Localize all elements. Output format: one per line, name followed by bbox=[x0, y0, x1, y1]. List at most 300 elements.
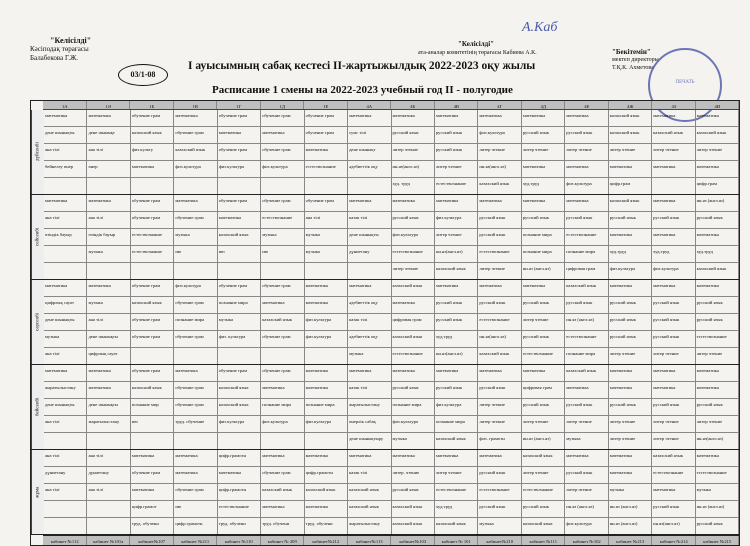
lesson-cell: русский язык bbox=[522, 501, 565, 517]
lesson-cell: казахский язык bbox=[696, 127, 739, 143]
lesson-row bbox=[44, 212, 739, 229]
lesson-cell: әдебиеттік оқу bbox=[348, 297, 391, 313]
class-header: 1Г bbox=[217, 101, 261, 109]
lesson-cell: математика bbox=[522, 161, 565, 177]
lesson-cell: литер чтение bbox=[609, 416, 652, 432]
lesson-cell: физ.культура bbox=[174, 161, 217, 177]
lesson-cell: казахский язык bbox=[609, 110, 652, 126]
lesson-cell: обучение грам bbox=[174, 484, 217, 500]
lesson-cell: худ.труд bbox=[696, 246, 739, 262]
lesson-cell: литер чтение bbox=[696, 348, 739, 364]
lesson-cell: казахский язык bbox=[218, 229, 261, 245]
lesson-cell: казахский язык bbox=[218, 382, 261, 398]
lesson-cell: математика bbox=[609, 382, 652, 398]
cabinet-label: кабинет№210 bbox=[478, 536, 522, 545]
lesson-cell: физ.культура bbox=[261, 416, 304, 432]
lesson-cell: естествознание bbox=[522, 348, 565, 364]
lesson-cell: обучение грам bbox=[261, 280, 304, 296]
cabinet-label: кабинет №102 bbox=[565, 536, 609, 545]
lesson-cell: цифр.грамотн bbox=[174, 518, 217, 534]
lesson-cell: естествознание bbox=[218, 501, 261, 517]
union-chair-label: Кәсіподақ төрағасы bbox=[30, 45, 89, 53]
lesson-cell: ана тілі bbox=[305, 212, 348, 228]
lesson-cell: математика bbox=[435, 110, 478, 126]
lesson-cell: русский язык bbox=[478, 501, 521, 517]
signature-icon: А.Каб bbox=[522, 20, 558, 35]
lesson-cell: русский язык bbox=[392, 484, 435, 500]
lesson-cell: познание мира bbox=[565, 348, 608, 364]
lesson-cell: естествознание bbox=[565, 331, 608, 347]
lesson-cell: музыка bbox=[218, 314, 261, 330]
lesson-cell: ана тілі bbox=[44, 144, 87, 160]
lesson-cell: русский язык bbox=[609, 399, 652, 415]
cabinet-label: кабинет № 209 bbox=[261, 536, 305, 545]
lesson-cell: литер. чтение bbox=[392, 467, 435, 483]
lesson-cell: математика bbox=[305, 297, 348, 313]
lesson-cell: цифр.грам bbox=[609, 178, 652, 194]
lesson-cell: музыка bbox=[696, 484, 739, 500]
lesson-cell: математика bbox=[522, 110, 565, 126]
union-chair-name: Балабекова Г.Ж. bbox=[30, 54, 79, 62]
lesson-cell: музыка bbox=[87, 246, 130, 262]
class-header: 1В bbox=[174, 101, 218, 109]
lesson-cell: естествознание bbox=[131, 229, 174, 245]
lesson-cell: литер чтение bbox=[652, 433, 695, 449]
lesson-cell: казахский язык bbox=[305, 484, 348, 500]
lesson-cell: дене шынықты bbox=[44, 127, 87, 143]
lesson-cell bbox=[218, 178, 261, 194]
lesson-cell: ана тілі bbox=[44, 212, 87, 228]
lesson-cell: математика bbox=[392, 365, 435, 381]
lesson-cell: естествознание bbox=[478, 314, 521, 330]
lesson-cell: ана тілі bbox=[44, 450, 87, 466]
lesson-cell: музыка bbox=[305, 246, 348, 262]
lesson-cell: ин.яз(англ.яз) bbox=[392, 161, 435, 177]
lesson-cell: музыка bbox=[478, 518, 521, 534]
lesson-cell: дене шынықты bbox=[87, 331, 130, 347]
lesson-rows bbox=[44, 195, 739, 279]
lesson-cell: математика bbox=[696, 161, 739, 177]
lesson-cell: математика bbox=[652, 365, 695, 381]
lesson-cell: русский язык bbox=[565, 399, 608, 415]
document-number: 03/1-08 bbox=[118, 64, 168, 86]
lesson-cell: математика bbox=[218, 467, 261, 483]
cabinet-label: кабинет №214 bbox=[652, 536, 696, 545]
lesson-cell: литер чтение bbox=[652, 416, 695, 432]
lesson-cell: дене шынықты bbox=[87, 399, 130, 415]
lesson-cell: литер чтение bbox=[478, 144, 521, 160]
lesson-cell: музыка bbox=[87, 297, 130, 313]
lesson-cell: худ.труд bbox=[522, 178, 565, 194]
cabinet-label: кабинет №213 bbox=[609, 536, 653, 545]
lesson-cell: русский язык bbox=[696, 399, 739, 415]
lesson-row bbox=[44, 280, 739, 297]
lesson-cell: худ. труд bbox=[392, 178, 435, 194]
lesson-cell bbox=[218, 433, 261, 449]
schedule-body bbox=[31, 110, 739, 535]
lesson-cell: русский язык bbox=[565, 212, 608, 228]
lesson-row bbox=[44, 365, 739, 382]
lesson-row bbox=[44, 127, 739, 144]
lesson-cell: казахский язык bbox=[565, 365, 608, 381]
lesson-cell: познание мир bbox=[131, 399, 174, 415]
lesson-cell: естествознание bbox=[696, 331, 739, 347]
lesson-cell: русский язык bbox=[652, 331, 695, 347]
lesson-cell: казахский язык bbox=[392, 518, 435, 534]
lesson-cell: физ.культура bbox=[435, 212, 478, 228]
lesson-cell: музыка bbox=[261, 229, 304, 245]
lesson-cell: математика bbox=[348, 280, 391, 296]
lesson-cell: казахский язык bbox=[392, 501, 435, 517]
lesson-cell: математика bbox=[174, 365, 217, 381]
lesson-cell: казахский язык bbox=[522, 518, 565, 534]
lesson-cell: ию bbox=[131, 416, 174, 432]
lesson-cell: физ. грамотн bbox=[478, 433, 521, 449]
lesson-cell: обучение грам bbox=[131, 314, 174, 330]
lesson-cell: математика bbox=[392, 450, 435, 466]
lesson-cell: познание мира bbox=[522, 229, 565, 245]
lesson-cell: обучение грам bbox=[131, 110, 174, 126]
lesson-cell: математика bbox=[478, 110, 521, 126]
lesson-cell: естествознание bbox=[261, 212, 304, 228]
lesson-cell: русский язык bbox=[478, 297, 521, 313]
lesson-cell: математика bbox=[696, 450, 739, 466]
lesson-cell: обучение грам bbox=[261, 365, 304, 381]
lesson-cell: музыка bbox=[305, 229, 348, 245]
lesson-cell: обучение грам bbox=[131, 365, 174, 381]
lesson-cell: физ.культура bbox=[392, 229, 435, 245]
lesson-cell: математика bbox=[435, 195, 478, 211]
lesson-cell: ин.яз (англ.яз) bbox=[565, 314, 608, 330]
lesson-cell: математика bbox=[478, 450, 521, 466]
lesson-cell: обучение грам bbox=[261, 195, 304, 211]
lesson-cell: математика bbox=[696, 280, 739, 296]
cabinet-label: кабинет №111 bbox=[522, 536, 566, 545]
lesson-cell: русский язык bbox=[392, 382, 435, 398]
lesson-cell: казахский язык bbox=[131, 127, 174, 143]
cabinet-label: кабинет№212 bbox=[304, 536, 348, 545]
lesson-cell: русский язык bbox=[696, 518, 739, 534]
class-header: 4И bbox=[696, 101, 740, 109]
lesson-cell bbox=[44, 518, 87, 534]
lesson-cell: русский язык bbox=[652, 314, 695, 330]
day-block bbox=[31, 280, 739, 365]
lesson-cell: математика bbox=[131, 484, 174, 500]
lesson-cell: математика bbox=[609, 161, 652, 177]
lesson-cell: математика bbox=[652, 161, 695, 177]
header-middle bbox=[418, 40, 618, 58]
lesson-cell: русский язык bbox=[609, 314, 652, 330]
lesson-cell: казак тілі bbox=[348, 212, 391, 228]
lesson-cell: казахский язык bbox=[218, 399, 261, 415]
lesson-cell: ин.яз (англ.яз) bbox=[609, 501, 652, 517]
lesson-row bbox=[44, 382, 739, 399]
lesson-cell: математика bbox=[652, 484, 695, 500]
lesson-cell: казахский язык bbox=[435, 263, 478, 279]
lesson-cell: казахский язык bbox=[435, 433, 478, 449]
lesson-rows bbox=[44, 365, 739, 449]
lesson-cell: әдебиеттік оқу bbox=[348, 161, 391, 177]
lesson-cell: математика bbox=[392, 297, 435, 313]
lesson-cell: өзіндік бауыр bbox=[87, 229, 130, 245]
lesson-row bbox=[44, 110, 739, 127]
lesson-row bbox=[44, 501, 739, 518]
lesson-cell: музыка bbox=[565, 433, 608, 449]
lesson-cell: русский язык bbox=[478, 229, 521, 245]
lesson-cell: математика bbox=[174, 110, 217, 126]
title-kz: І ауысымның сабақ кестесі ІІ-жартыжылдық 2022-2023 оқу жылы bbox=[188, 60, 536, 72]
lesson-cell bbox=[261, 433, 304, 449]
lesson-cell: математика bbox=[609, 450, 652, 466]
lesson-cell: физ.культура bbox=[565, 178, 608, 194]
lesson-cell: ин.яз (англ.яз) bbox=[696, 501, 739, 517]
lesson-cell: казахский язык bbox=[478, 178, 521, 194]
lesson-cell: русский язык bbox=[478, 212, 521, 228]
lesson-cell: дене шынықты bbox=[348, 229, 391, 245]
lesson-cell bbox=[44, 501, 87, 517]
schedule-table bbox=[30, 100, 740, 546]
lesson-rows bbox=[44, 280, 739, 364]
lesson-cell: естествознание bbox=[392, 348, 435, 364]
lesson-cell bbox=[131, 263, 174, 279]
lesson-cell: математика bbox=[565, 110, 608, 126]
lesson-cell: худ.труд bbox=[435, 501, 478, 517]
lesson-cell: естествознание bbox=[131, 246, 174, 262]
lesson-cell: математика bbox=[565, 195, 608, 211]
lesson-cell: естествознание bbox=[392, 246, 435, 262]
lesson-cell: цифрлық сауат bbox=[44, 297, 87, 313]
header-left bbox=[30, 36, 91, 63]
lesson-cell: физ.культура bbox=[174, 280, 217, 296]
lesson-cell: ана тілі bbox=[44, 484, 87, 500]
lesson-cell: математика bbox=[261, 297, 304, 313]
lesson-cell: казахский язык bbox=[131, 382, 174, 398]
lesson-cell: казахский язык bbox=[348, 501, 391, 517]
lesson-cell: обучение грам bbox=[131, 331, 174, 347]
class-header: 1А bbox=[43, 101, 87, 109]
lesson-cell: физ.культура bbox=[305, 314, 348, 330]
lesson-cell: обучение грам bbox=[261, 467, 304, 483]
lesson-cell bbox=[87, 263, 130, 279]
lesson-cell: обучение грам bbox=[174, 331, 217, 347]
lesson-cell: математика bbox=[305, 144, 348, 160]
lesson-cell: естествознание bbox=[478, 484, 521, 500]
lesson-cell: литер чтение bbox=[478, 399, 521, 415]
lesson-row bbox=[44, 246, 739, 263]
lesson-cell: математика bbox=[609, 229, 652, 245]
lesson-cell: обучение грам bbox=[174, 382, 217, 398]
lesson-cell: познание мира bbox=[565, 246, 608, 262]
lesson-cell: математика bbox=[609, 365, 652, 381]
lesson-cell: литер чтение bbox=[478, 263, 521, 279]
class-header-row bbox=[43, 101, 739, 110]
lesson-cell: математика bbox=[392, 110, 435, 126]
lesson-cell: познание мира bbox=[392, 399, 435, 415]
cabinet-label: кабинет №110 bbox=[217, 536, 261, 545]
lesson-cell: естествознание bbox=[522, 484, 565, 500]
lesson-cell: математика bbox=[348, 365, 391, 381]
lesson-cell bbox=[174, 348, 217, 364]
lesson-row bbox=[44, 263, 739, 279]
class-header: 4Ж bbox=[609, 101, 653, 109]
lesson-cell bbox=[44, 246, 87, 262]
lesson-cell: физ.культура bbox=[305, 416, 348, 432]
lesson-cell: математика bbox=[348, 450, 391, 466]
lesson-cell: литер чтение bbox=[565, 416, 608, 432]
lesson-cell bbox=[218, 263, 261, 279]
lesson-cell: математика bbox=[652, 110, 695, 126]
lesson-cell: литер чтение bbox=[609, 348, 652, 364]
lesson-cell: математика bbox=[174, 195, 217, 211]
lesson-cell bbox=[87, 433, 130, 449]
lesson-cell: математика bbox=[565, 450, 608, 466]
day-block bbox=[31, 110, 739, 195]
lesson-cell: математика bbox=[87, 110, 130, 126]
lesson-cell: өзіндік бауыр bbox=[44, 229, 87, 245]
lesson-cell: дене шынықт bbox=[87, 127, 130, 143]
lesson-cell: литер чтение bbox=[609, 433, 652, 449]
lesson-cell bbox=[305, 178, 348, 194]
lesson-row bbox=[44, 331, 739, 348]
lesson-cell: әдебиеттік оқу bbox=[348, 331, 391, 347]
lesson-cell: музыка bbox=[392, 433, 435, 449]
lesson-cell: математика bbox=[609, 467, 652, 483]
lesson-cell: физ.культура bbox=[261, 161, 304, 177]
lesson-row bbox=[44, 416, 739, 433]
lesson-cell bbox=[305, 433, 348, 449]
lesson-cell: русский язык bbox=[565, 127, 608, 143]
lesson-cell: ин.яз (англ.яз) bbox=[565, 501, 608, 517]
lesson-cell: казахский язык bbox=[348, 484, 391, 500]
lesson-cell: труд. обучени bbox=[131, 518, 174, 534]
lesson-cell: математика bbox=[696, 110, 739, 126]
lesson-cell: физ.культура bbox=[392, 416, 435, 432]
lesson-cell: ин.яз(англ.яз) bbox=[435, 246, 478, 262]
lesson-cell: дене шынықт bbox=[348, 144, 391, 160]
parents-committee-label: ата-аналар комитетінің төрағасы Кабиева А.К. bbox=[418, 50, 537, 56]
lesson-cell: математика bbox=[87, 195, 130, 211]
lesson-cell: математика bbox=[261, 382, 304, 398]
lesson-cell: математика bbox=[44, 365, 87, 381]
lesson-cell: обучение грам bbox=[174, 297, 217, 313]
lesson-cell: ин.яз(англ.яз) bbox=[652, 518, 695, 534]
lesson-cell: русский язык bbox=[609, 297, 652, 313]
lesson-cell: русский язык bbox=[435, 314, 478, 330]
class-header: 4З bbox=[652, 101, 696, 109]
lesson-cell: дүниетану bbox=[44, 467, 87, 483]
day-label: сәрсенбі bbox=[31, 280, 44, 364]
lesson-cell: математика bbox=[305, 450, 348, 466]
lesson-cell: казахский язык bbox=[609, 127, 652, 143]
lesson-cell: ию bbox=[174, 501, 217, 517]
lesson-cell: русский язык bbox=[696, 212, 739, 228]
lesson-cell: математика bbox=[696, 365, 739, 381]
lesson-cell: литер чтение bbox=[435, 467, 478, 483]
lesson-cell: ин.яз(англ.яз) bbox=[435, 348, 478, 364]
lesson-cell: ана тілі bbox=[44, 348, 87, 364]
lesson-cell bbox=[87, 501, 130, 517]
lesson-cell: ин.яз (англ.яз) bbox=[696, 195, 739, 211]
day-block bbox=[31, 195, 739, 280]
lesson-cell: жаратылыстану bbox=[44, 382, 87, 398]
lesson-cell: познание мира bbox=[218, 297, 261, 313]
lesson-cell: физ.культура bbox=[305, 331, 348, 347]
lesson-cell: литер чтение bbox=[652, 348, 695, 364]
lesson-cell: обучение грам bbox=[131, 195, 174, 211]
lesson-cell: физ.культу bbox=[131, 144, 174, 160]
cabinet-label: кабинет №101а bbox=[87, 536, 131, 545]
lesson-cell: цифр.грамот bbox=[131, 501, 174, 517]
lesson-cell: математика bbox=[87, 382, 130, 398]
lesson-cell: русский язык bbox=[565, 467, 608, 483]
lesson-cell bbox=[348, 263, 391, 279]
lesson-cell: казахский язык bbox=[696, 263, 739, 279]
lesson-cell: жаратылыстану bbox=[348, 518, 391, 534]
lesson-cell: математика bbox=[696, 229, 739, 245]
lesson-cell: ана тілі bbox=[87, 314, 130, 330]
lesson-cell: познание мира bbox=[261, 399, 304, 415]
lesson-cell: труд. обучени bbox=[305, 518, 348, 534]
lesson-row bbox=[44, 399, 739, 416]
lesson-cell bbox=[87, 518, 130, 534]
lesson-cell: казахский язык bbox=[261, 484, 304, 500]
lesson-cell: естествознание bbox=[305, 161, 348, 177]
lesson-cell: естествознание bbox=[478, 246, 521, 262]
lesson-cell: музыка bbox=[348, 348, 391, 364]
lesson-cell: познание мира bbox=[522, 246, 565, 262]
lesson-cell: математика bbox=[652, 229, 695, 245]
lesson-cell: дүниетану bbox=[348, 246, 391, 262]
lesson-cell: ин.яз (англ.яз) bbox=[609, 518, 652, 534]
lesson-cell: естествознание bbox=[652, 467, 695, 483]
day-label: бейсенбі bbox=[31, 365, 44, 449]
lesson-cell: казахский язык bbox=[392, 280, 435, 296]
lesson-cell: обучение грам bbox=[174, 212, 217, 228]
lesson-cell: дене шынықты bbox=[44, 399, 87, 415]
cabinet-label: кабинет№107 bbox=[130, 536, 174, 545]
lesson-cell: обучение грам bbox=[261, 144, 304, 160]
lesson-cell: казахский язык bbox=[174, 144, 217, 160]
lesson-cell: худ.труд bbox=[652, 246, 695, 262]
lesson-cell: русский язык bbox=[478, 467, 521, 483]
day-label: дүйсенбі bbox=[31, 110, 44, 194]
lesson-cell: математика bbox=[87, 365, 130, 381]
lesson-cell: русский язык bbox=[522, 399, 565, 415]
agreed-label: "Келісілді" bbox=[50, 36, 92, 45]
lesson-cell: математика bbox=[522, 365, 565, 381]
lesson-cell: литер чтение bbox=[478, 416, 521, 432]
lesson-cell: музыка bbox=[174, 229, 217, 245]
lesson-cell: обучение грам bbox=[218, 365, 261, 381]
lesson-cell: математика bbox=[261, 127, 304, 143]
lesson-rows bbox=[44, 450, 739, 534]
class-header: 4Д bbox=[522, 101, 566, 109]
lesson-cell: труд. обучение bbox=[174, 416, 217, 432]
lesson-cell: литер чтение bbox=[609, 144, 652, 160]
lesson-cell: математика bbox=[435, 450, 478, 466]
lesson-cell: русский язык bbox=[435, 382, 478, 398]
lesson-cell: физ.культура bbox=[218, 161, 261, 177]
lesson-cell: познание мира bbox=[305, 399, 348, 415]
lesson-cell: казак тілі bbox=[348, 467, 391, 483]
lesson-cell: математика bbox=[305, 280, 348, 296]
lesson-cell: цифр.грамотн bbox=[218, 450, 261, 466]
lesson-cell bbox=[131, 348, 174, 364]
lesson-cell: математика bbox=[348, 110, 391, 126]
day-block bbox=[31, 365, 739, 450]
cabinet-row bbox=[43, 535, 739, 545]
lesson-row bbox=[44, 518, 739, 534]
